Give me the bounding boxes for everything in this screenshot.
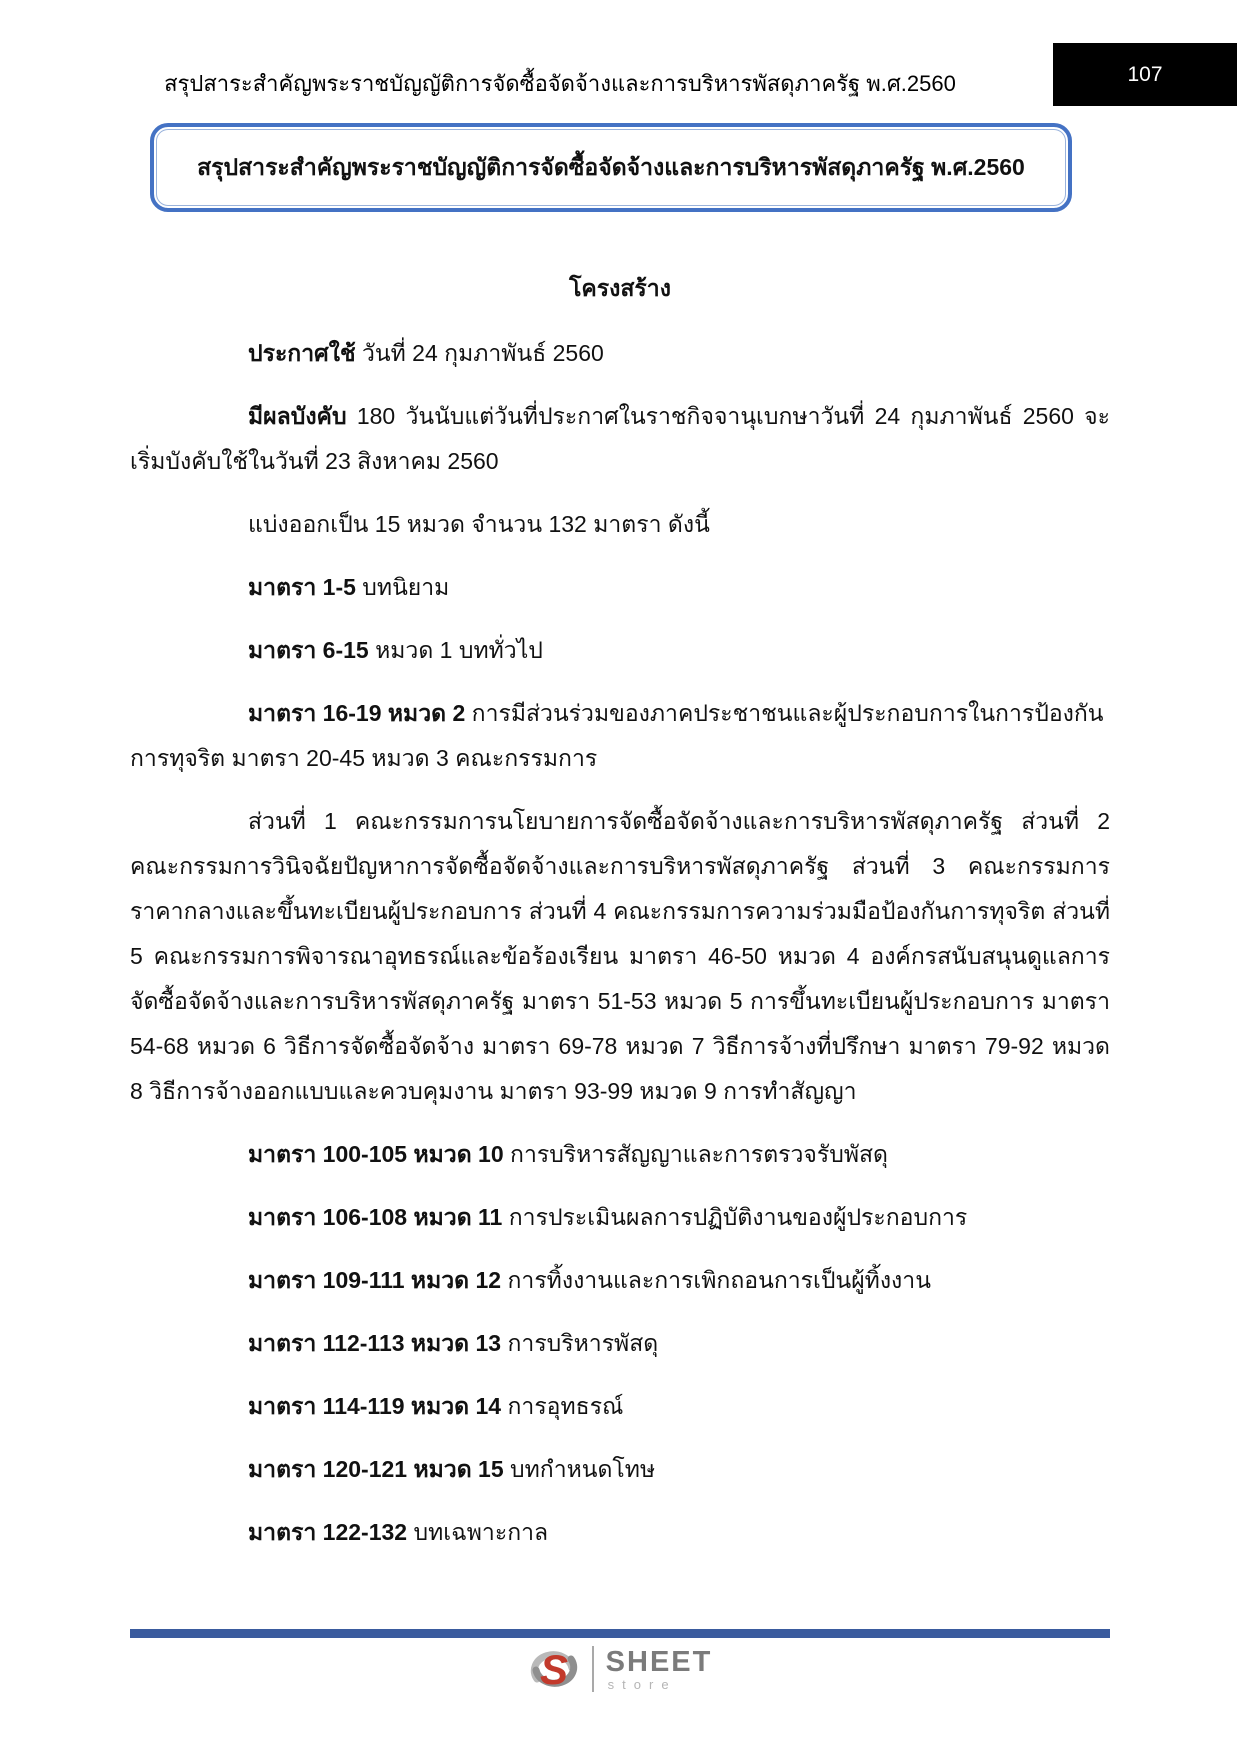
- logo-name: SHEET: [605, 1645, 713, 1678]
- paragraph-text: หมวด 1 บททั่วไป: [368, 637, 543, 663]
- logo-letter-s: S: [539, 1646, 568, 1693]
- paragraph-text: การทิ้งงานและการเพิกถอนการเป็นผู้ทิ้งงาน: [501, 1267, 931, 1293]
- paragraph-lead: มาตรา 100-105 หมวด 10: [248, 1141, 504, 1167]
- paragraph-text: การมีส่วนร่วมของภาคประชาชนและผู้ประกอบการในการป้องกันการทุจริต มาตรา 20-45 หมวด 3 คณะกรรมการ: [130, 700, 1104, 771]
- paragraph-lead: มาตรา 16-19 หมวด 2: [248, 700, 466, 726]
- paragraph-lead: ประกาศใช้: [248, 340, 356, 366]
- footer-rule: [130, 1629, 1110, 1638]
- page-number-box: [1053, 43, 1237, 106]
- paragraph-lead: มาตรา 112-113 หมวด 13: [248, 1330, 502, 1356]
- document-body: [130, 266, 1110, 1573]
- paragraph: [130, 691, 1110, 781]
- logo-divider: [592, 1646, 594, 1692]
- paragraph-text: การบริหารพัสดุ: [501, 1330, 659, 1356]
- paragraph: [130, 565, 1110, 610]
- paragraph: [130, 1447, 1110, 1492]
- paragraph-lead: มาตรา 114-119 หมวด 14: [248, 1393, 502, 1419]
- paragraph-lead: มาตรา 1-5: [248, 574, 356, 600]
- paragraph: [130, 1258, 1110, 1303]
- paragraph-lead: มาตรา 106-108 หมวด 11: [248, 1204, 503, 1230]
- paragraph-text: การอุทธรณ์: [501, 1393, 624, 1419]
- paragraph-text: การบริหารสัญญาและการตรวจรับพัสดุ: [503, 1141, 888, 1167]
- sheet-store-logo-icon: [528, 1643, 580, 1695]
- logo-text: [606, 1647, 713, 1692]
- paragraph: [130, 331, 1110, 376]
- body-paragraphs: [130, 331, 1110, 1555]
- paragraph-text: 180 วันนับแต่วันที่ประกาศในราชกิจจานุเบกษาวันที่ 24 กุมภาพันธ์ 2560 จะเริ่มบังคับใช้ในวันที่ 23 สิงหาคม 2560: [130, 403, 1110, 474]
- paragraph-lead: มาตรา 120-121 หมวด 15: [248, 1456, 504, 1482]
- section-heading: โครงสร้าง: [569, 275, 671, 301]
- footer-logo: [0, 1643, 1240, 1695]
- paragraph: [130, 1321, 1110, 1366]
- title-box-text: สรุปสาระสำคัญพระราชบัญญัติการจัดซื้อจัดจ้างและการบริหารพัสดุภาครัฐ พ.ศ.2560: [197, 153, 1025, 180]
- running-header-title: สรุปสาระสำคัญพระราชบัญญัติการจัดซื้อจัดจ้างและการบริหารพัสดุภาครัฐ พ.ศ.2560: [164, 71, 956, 96]
- paragraph: [130, 799, 1110, 1114]
- paragraph-lead: มาตรา 122-132: [248, 1519, 408, 1545]
- paragraph-lead: มาตรา 109-111 หมวด 12: [248, 1267, 502, 1293]
- logo-subtitle: store: [607, 1676, 677, 1692]
- paragraph-lead: มีผลบังคับ: [248, 403, 347, 429]
- paragraph: [130, 1510, 1110, 1555]
- paragraph: [130, 1132, 1110, 1177]
- paragraph-text: วันที่ 24 กุมภาพันธ์ 2560: [355, 340, 604, 366]
- paragraph-text: บทนิยาม: [355, 574, 450, 600]
- paragraph: [130, 394, 1110, 484]
- title-box: [150, 123, 1072, 212]
- paragraph: [130, 1195, 1110, 1240]
- paragraph-text: บทกำหนดโทษ: [503, 1456, 656, 1482]
- paragraph: [130, 502, 1110, 547]
- paragraph-text: แบ่งออกเป็น 15 หมวด จำนวน 132 มาตรา ดังนี้: [248, 511, 710, 537]
- page-number: 107: [1127, 62, 1163, 86]
- paragraph: [130, 628, 1110, 673]
- paragraph: [130, 1384, 1110, 1429]
- paragraph-text: บทเฉพาะกาล: [407, 1519, 549, 1545]
- paragraph-text: ส่วนที่ 1 คณะกรรมการนโยบายการจัดซื้อจัดจ้างและการบริหารพัสดุภาครัฐ ส่วนที่ 2 คณะกรรมการวินิจฉัยปัญหาการจัดซื้อจัดจ้างและการบริหารพัสดุภาครัฐ ส่วนที่ 3 คณะกรรมการราคากลางและขึ้นทะเบียนผู้ประกอบการ ส่วนที่ 4 คณะกรรมการความร่วมมือป้องกันการทุจริต ส่วนที่ 5 คณะกรรมการพิจารณาอุทธรณ์และข้อร้องเรียน มาตรา 46-50 หมวด 4 องค์กรสนับสนุนดูแลการจัดซื้อจัดจ้างและการบริหารพัสดุภาครัฐ มาตรา 51-53 หมวด 5 การขึ้นทะเบียนผู้ประกอบการ มาตรา 54-68 หมวด 6 วิธีการจัดซื้อจัดจ้าง มาตรา 69-78 หมวด 7 วิธีการจ้างที่ปรึกษา มาตรา 79-92 หมวด 8 วิธีการจ้างออกแบบและควบคุมงาน มาตรา 93-99 หมวด 9 การทำสัญญา: [130, 808, 1110, 1104]
- paragraph-text: การประเมินผลการปฏิบัติงานของผู้ประกอบการ: [502, 1204, 968, 1230]
- paragraph-lead: มาตรา 6-15: [248, 637, 369, 663]
